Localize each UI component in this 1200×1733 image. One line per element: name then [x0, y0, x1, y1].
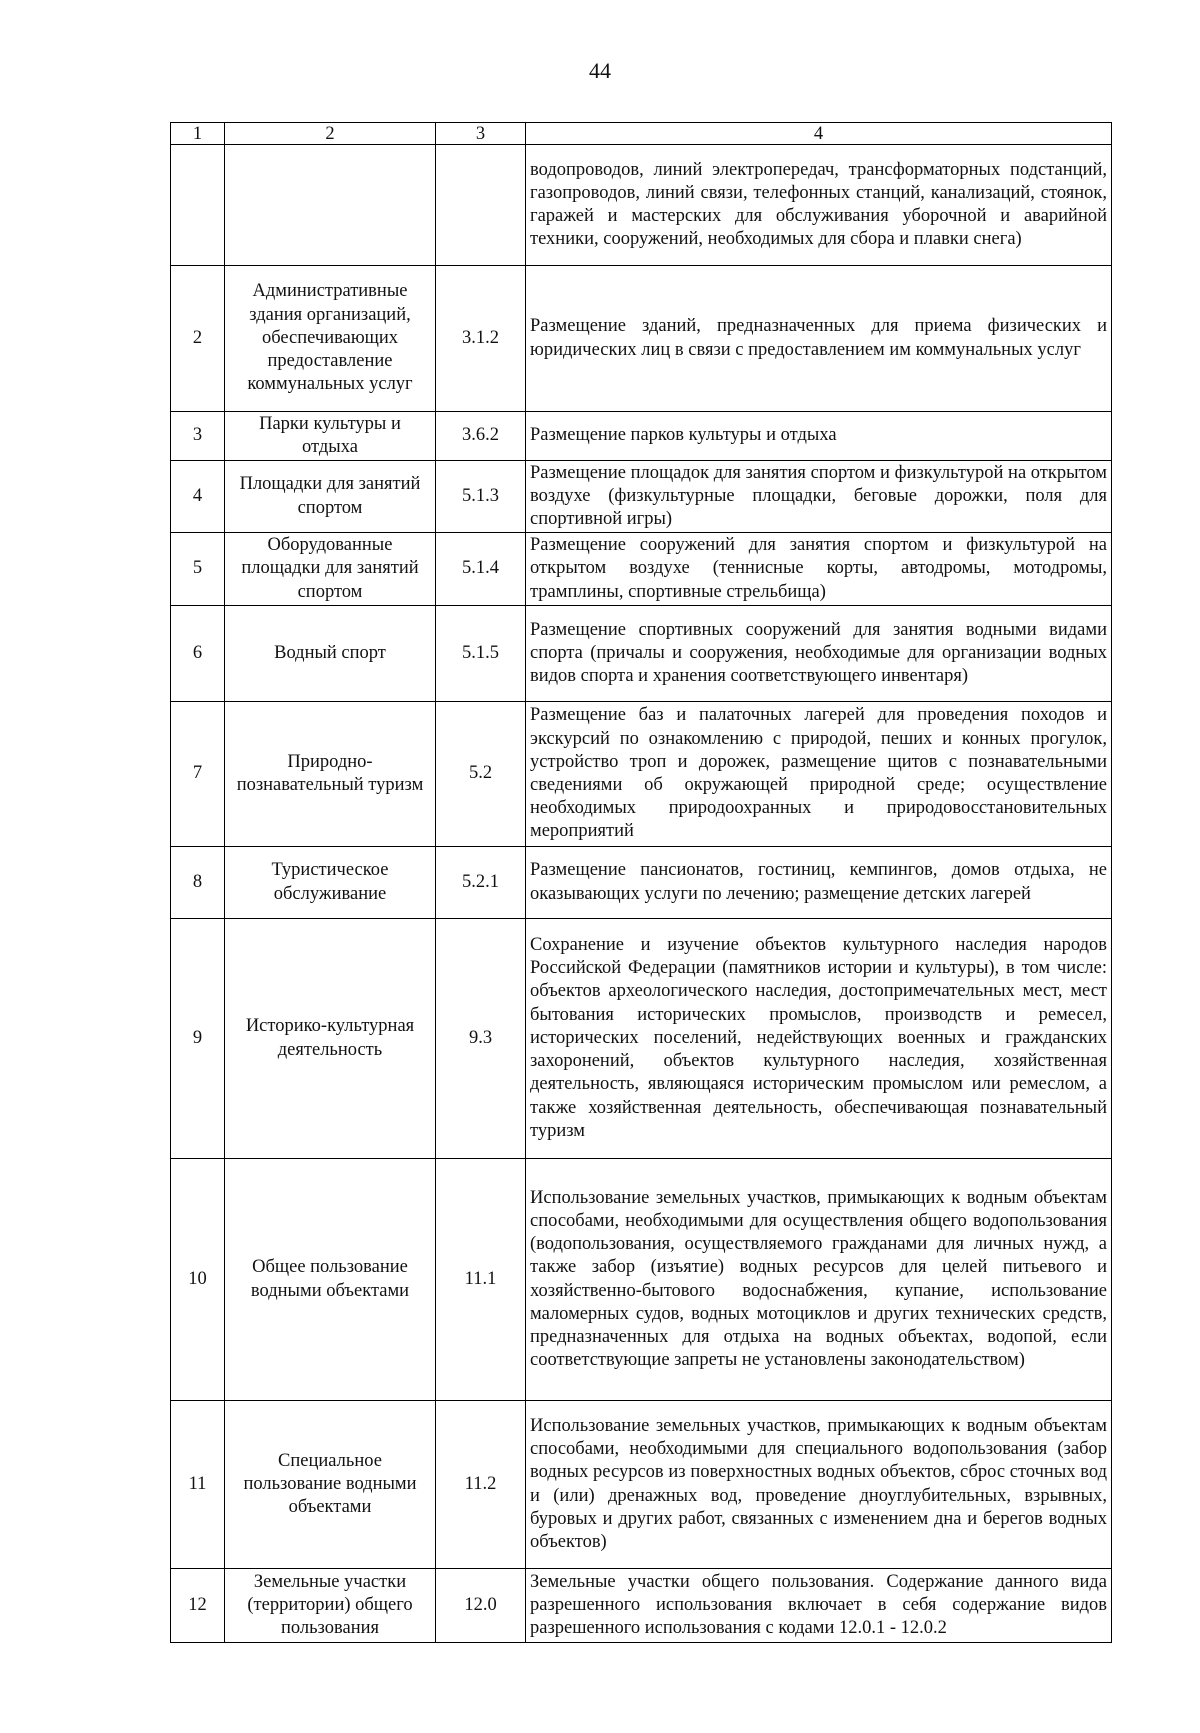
table-row [171, 533, 1112, 606]
use-type-description: Размещение баз и палаточных лагерей для проведения походов и экскурсий по ознакомлению с природой, пеших и конных прогулок, устройство троп и дорожек, размещение щитов с познавательными сведениями об окружающей природной среде; осуществление необходимых природоохранных и природовосстановительных мероприятий [526, 702, 1112, 847]
use-type-description: Размещение сооружений для занятия спортом и физкультурой на открытом воздухе (теннисные корты, автодромы, мотодромы, трамплины, спортивные стрельбища) [526, 533, 1112, 606]
use-type-name: Оборудованные площадки для занятий спортом [225, 533, 436, 606]
use-type-description: Размещение пансионатов, гостиниц, кемпингов, домов отдыха, не оказывающих услуги по лечению; размещение детских лагерей [526, 847, 1112, 919]
use-type-code: 5.2.1 [436, 847, 526, 919]
table-row [171, 1569, 1112, 1643]
use-type-code: 3.1.2 [436, 266, 526, 412]
use-type-name: Природно-познавательный туризм [225, 702, 436, 847]
row-number: 5 [171, 533, 225, 606]
table-row [171, 702, 1112, 847]
use-type-name: Специальное пользование водными объектами [225, 1401, 436, 1569]
use-type-code: 3.6.2 [436, 412, 526, 461]
use-type-code: 9.3 [436, 919, 526, 1159]
use-type-name: Административные здания организаций, обеспечивающих предоставление коммунальных услуг [225, 266, 436, 412]
row-number: 8 [171, 847, 225, 919]
use-type-name: Историко-культурная деятельность [225, 919, 436, 1159]
use-type-code: 5.1.3 [436, 461, 526, 533]
use-type-code: 5.1.4 [436, 533, 526, 606]
column-header-1: 1 [171, 123, 225, 145]
table-row [171, 847, 1112, 919]
page-number: 44 [589, 58, 611, 83]
use-type-code: 11.2 [436, 1401, 526, 1569]
row-number: 9 [171, 919, 225, 1159]
row-number: 10 [171, 1159, 225, 1401]
use-type-description: Сохранение и изучение объектов культурного наследия народов Российской Федерации (памятников истории и культуры), в том числе: объектов археологического наследия, достопримечательных мест, мест бытования исторических промыслов, производств и ремесел, исторических поселений, недействующих военных и гражданских захоронений, объектов культурного наследия, хозяйственная деятельность, являющаяся историческим промыслом или ремеслом, а также хозяйственная деятельность, обеспечивающая познавательный туризм [526, 919, 1112, 1159]
row-number: 3 [171, 412, 225, 461]
use-type-name: Водный спорт [225, 606, 436, 702]
row-number: 11 [171, 1401, 225, 1569]
land-use-table [170, 122, 1112, 1643]
table-row [171, 145, 1112, 266]
use-type-description: Размещение площадок для занятия спортом и физкультурой на открытом воздухе (физкультурные площадки, беговые дорожки, поля для спортивной игры) [526, 461, 1112, 533]
use-type-name: Туристическое обслуживание [225, 847, 436, 919]
use-type-name [225, 145, 436, 266]
use-type-description: водопроводов, линий электропередач, трансформаторных подстанций, газопроводов, линий связи, телефонных станций, канализаций, стоянок, гаражей и мастерских для обслуживания уборочной и аварийной техники, сооружений, необходимых для сбора и плавки снега) [526, 145, 1112, 266]
row-number: 7 [171, 702, 225, 847]
column-header-4: 4 [526, 123, 1112, 145]
table-row [171, 1159, 1112, 1401]
table-row [171, 606, 1112, 702]
row-number: 2 [171, 266, 225, 412]
use-type-description: Использование земельных участков, примыкающих к водным объектам способами, необходимыми для специального водопользования (забор водных ресурсов из поверхностных водных объектов, сброс сточных вод и (или) дренажных вод, проведение дноуглубительных, взрывных, буровых и других работ, связанных с изменением дна и берегов водных объектов) [526, 1401, 1112, 1569]
column-header-2: 2 [225, 123, 436, 145]
table-row [171, 1401, 1112, 1569]
use-type-name: Парки культуры и отдыха [225, 412, 436, 461]
table-row [171, 461, 1112, 533]
use-type-name: Площадки для занятий спортом [225, 461, 436, 533]
use-type-code: 5.2 [436, 702, 526, 847]
row-number: 4 [171, 461, 225, 533]
use-type-code [436, 145, 526, 266]
row-number: 12 [171, 1569, 225, 1643]
table-row [171, 919, 1112, 1159]
use-type-code: 5.1.5 [436, 606, 526, 702]
use-type-description: Размещение парков культуры и отдыха [526, 412, 1112, 461]
row-number: 6 [171, 606, 225, 702]
table-row [171, 266, 1112, 412]
use-type-description: Размещение зданий, предназначенных для приема физических и юридических лиц в связи с предоставлением им коммунальных услуг [526, 266, 1112, 412]
column-header-3: 3 [436, 123, 526, 145]
use-type-name: Земельные участки (территории) общего пользования [225, 1569, 436, 1643]
use-type-name: Общее пользование водными объектами [225, 1159, 436, 1401]
use-type-code: 12.0 [436, 1569, 526, 1643]
use-type-description: Использование земельных участков, примыкающих к водным объектам способами, необходимыми для осуществления общего водопользования (водопользования, осуществляемого гражданами для личных нужд, а также забор (изъятие) водных ресурсов для целей питьевого и хозяйственно-бытового водоснабжения, купание, использование маломерных судов, водных мотоциклов и других технических средств, предназначенных для отдыха на водных объектах, водопой, если соответствующие запреты не установлены законодательством) [526, 1159, 1112, 1401]
use-type-code: 11.1 [436, 1159, 526, 1401]
table-row [171, 412, 1112, 461]
use-type-description: Размещение спортивных сооружений для занятия водными видами спорта (причалы и сооружения, необходимые для организации водных видов спорта и хранения соответствующего инвентаря) [526, 606, 1112, 702]
use-type-description: Земельные участки общего пользования. Содержание данного вида разрешенного использования включает в себя содержание видов разрешенного использования с кодами 12.0.1 - 12.0.2 [526, 1569, 1112, 1643]
table-header-row [171, 123, 1112, 145]
row-number [171, 145, 225, 266]
